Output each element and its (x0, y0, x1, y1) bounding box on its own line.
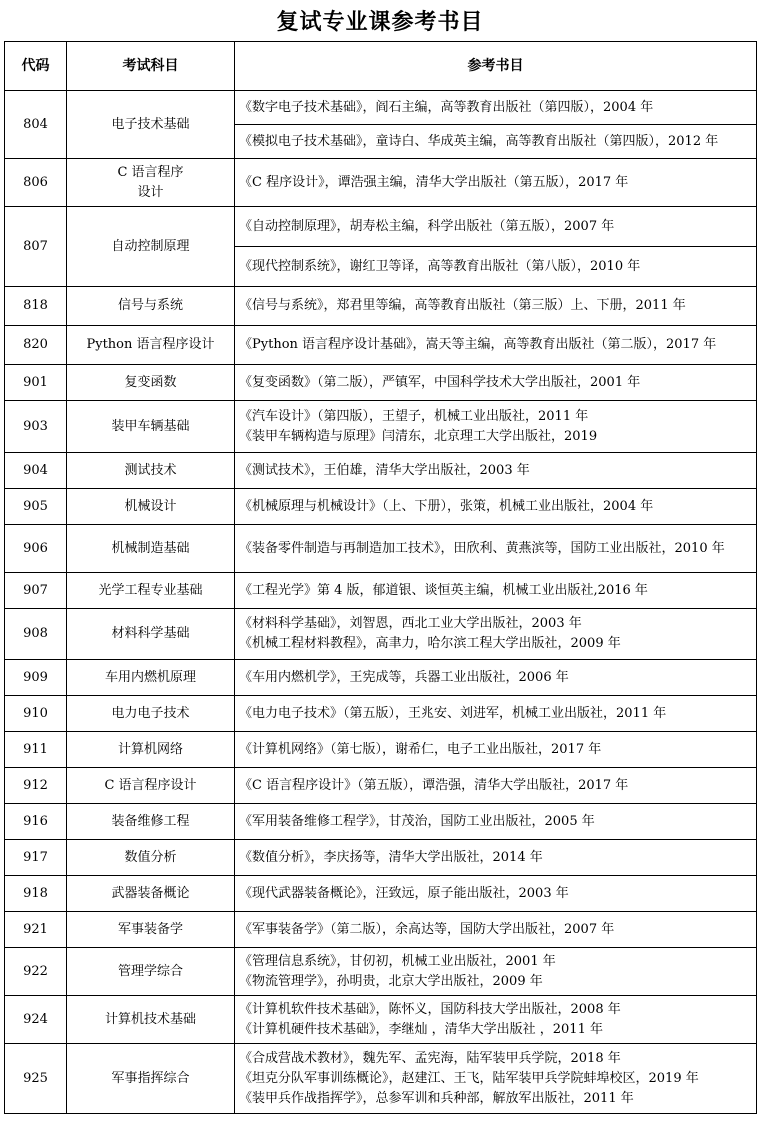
table-row (5, 91, 757, 125)
subject-code: 806 (5, 159, 67, 207)
reference-books-cell (235, 207, 757, 247)
book-entry: 《复变函数》（第二版），严镇军，中国科学技术大学出版社，2001 年 (239, 374, 641, 390)
book-entry: 《物流管理学》，孙明贵，北京大学出版社，2009 年 (239, 973, 543, 989)
table-row (5, 732, 757, 768)
table-row (5, 401, 757, 453)
book-entry: 《现代武器装备概论》，汪致远，原子能出版社，2003 年 (239, 885, 569, 901)
reference-books-cell (235, 732, 757, 768)
table-row (5, 159, 757, 207)
reference-books-cell (235, 247, 757, 287)
subject-code: 917 (5, 840, 67, 876)
table-row (5, 996, 757, 1044)
reference-books-cell (235, 660, 757, 696)
book-entry: 《机械工程材料教程》，高聿力，哈尔滨工程大学出版社，2009 年 (239, 636, 621, 651)
reference-books-cell (235, 573, 757, 609)
subject-code: 904 (5, 453, 67, 489)
reference-books-cell (235, 876, 757, 912)
subject-code: 906 (5, 525, 67, 573)
book-entry: 《工程光学》第 4 版，郁道银、谈恒英主编，机械工业出版社,2016 年 (239, 582, 648, 598)
table-header (5, 42, 757, 91)
book-entry: 《计算机软件技术基础》，陈怀义，国防科技大学出版社，2008 年 (239, 1001, 621, 1017)
table-row (5, 696, 757, 732)
table-row (5, 525, 757, 573)
subject-name: Python 语言程序设计 (67, 326, 235, 365)
subject-name: 计算机技术基础 (67, 996, 235, 1044)
book-entry: 《数值分析》，李庆扬等，清华大学出版社，2014 年 (239, 849, 543, 865)
header-code: 代码 (5, 42, 67, 91)
subject-name: 军事指挥综合 (67, 1044, 235, 1114)
subject-name: 材料科学基础 (67, 609, 235, 660)
table-row (5, 876, 757, 912)
table-row (5, 609, 757, 660)
subject-code: 916 (5, 804, 67, 840)
subject-code: 907 (5, 573, 67, 609)
reference-books-cell (235, 91, 757, 125)
subject-code: 905 (5, 489, 67, 525)
book-entry: 《装甲兵作战指挥学》，总参军训和兵种部，解放军出版社，2011 年 (239, 1090, 634, 1106)
reference-books-cell (235, 696, 757, 732)
subject-name: 管理学综合 (67, 948, 235, 996)
book-entry: 《装备零件制造与再制造加工技术》，田欣利、黄燕滨等，国防工业出版社，2010 年 (239, 540, 725, 556)
book-entry: 《数字电子技术基础》，阎石主编，高等教育出版社（第四版），2004 年 (239, 99, 654, 115)
book-entry: 《信号与系统》，郑君里等编，高等教育出版社（第三版）上、下册，2011 年 (239, 298, 686, 313)
header-books: 参考书目 (235, 42, 757, 91)
table-row (5, 573, 757, 609)
reference-books-cell (235, 365, 757, 401)
table-row (5, 453, 757, 489)
reference-books-cell (235, 996, 757, 1044)
book-entry: 《自动控制原理》，胡寿松主编，科学出版社（第五版），2007 年 (239, 218, 615, 234)
book-entry: 《Python 语言程序设计基础》，嵩天等主编，高等教育出版社（第二版），2017 年 (239, 337, 717, 352)
table-row (5, 948, 757, 996)
subject-name: 光学工程专业基础 (67, 573, 235, 609)
subject-code: 901 (5, 365, 67, 401)
table-row (5, 287, 757, 326)
book-entry: 《电力电子技术》（第五版），王兆安、刘进军，机械工业出版社，2011 年 (239, 705, 667, 721)
table-row (5, 804, 757, 840)
subject-name: 军事装备学 (67, 912, 235, 948)
table-row (5, 326, 757, 365)
table-body (5, 91, 757, 1114)
reference-books-cell (235, 804, 757, 840)
reference-books-cell (235, 453, 757, 489)
subject-code: 925 (5, 1044, 67, 1114)
reference-books-table (4, 41, 757, 1114)
subject-name: C 语言程序设计 (67, 768, 235, 804)
reference-books-cell (235, 159, 757, 207)
book-entry: 《管理信息系统》，甘仞初，机械工业出版社，2001 年 (239, 953, 556, 969)
book-entry: 《车用内燃机学》，王宪成等，兵器工业出版社，2006 年 (239, 669, 569, 685)
table-row (5, 365, 757, 401)
subject-name: 电力电子技术 (67, 696, 235, 732)
reference-books-cell (235, 768, 757, 804)
table-row (5, 912, 757, 948)
book-entry: 《装甲车辆构造与原理》闫清东，北京理工大学出版社，2019 (239, 428, 598, 444)
reference-books-cell (235, 912, 757, 948)
subject-code: 911 (5, 732, 67, 768)
subject-name: 车用内燃机原理 (67, 660, 235, 696)
subject-code: 908 (5, 609, 67, 660)
subject-name: 数值分析 (67, 840, 235, 876)
book-entry: 《测试技术》，王伯雄，清华大学出版社，2003 年 (239, 462, 530, 478)
subject-code: 912 (5, 768, 67, 804)
subject-name: 装甲车辆基础 (67, 401, 235, 453)
book-entry: 《合成营战术教材》，魏先军、孟宪海，陆军装甲兵学院，2018 年 (239, 1050, 621, 1066)
reference-books-cell (235, 840, 757, 876)
subject-name: 计算机网络 (67, 732, 235, 768)
subject-name: 装备维修工程 (67, 804, 235, 840)
book-entry: 《C 程序设计》，谭浩强主编，清华大学出版社（第五版），2017 年 (239, 174, 629, 190)
subject-code: 804 (5, 91, 67, 159)
reference-books-cell (235, 1044, 757, 1114)
book-entry: 《模拟电子技术基础》，童诗白、华成英主编，高等教育出版社（第四版），2012 年 (239, 133, 719, 149)
subject-code: 918 (5, 876, 67, 912)
subject-code: 909 (5, 660, 67, 696)
document-title: 复试专业课参考书目 (276, 9, 484, 35)
book-entry: 《现代控制系统》，谢红卫等译，高等教育出版社（第八版），2010 年 (239, 258, 641, 274)
book-entry: 《机械原理与机械设计》（上、下册），张策，机械工业出版社，2004 年 (239, 498, 654, 514)
table-row (5, 489, 757, 525)
subject-name: 机械制造基础 (67, 525, 235, 573)
subject-code: 807 (5, 207, 67, 287)
header-subject: 考试科目 (67, 42, 235, 91)
subject-name: 自动控制原理 (67, 207, 235, 287)
book-entry: 《军事装备学》（第二版），余高达等，国防大学出版社，2007 年 (239, 921, 615, 937)
reference-books-cell (235, 525, 757, 573)
reference-books-cell (235, 609, 757, 660)
reference-books-cell (235, 489, 757, 525)
table-row (5, 840, 757, 876)
subject-name: 武器装备概论 (67, 876, 235, 912)
subject-code: 921 (5, 912, 67, 948)
book-entry: 《计算机网络》（第七版），谢希仁，电子工业出版社，2017 年 (239, 741, 602, 757)
reference-books-cell (235, 287, 757, 326)
subject-code: 910 (5, 696, 67, 732)
subject-code: 820 (5, 326, 67, 365)
subject-name: 信号与系统 (67, 287, 235, 326)
subject-name: 电子技术基础 (67, 91, 235, 159)
subject-name: 复变函数 (67, 365, 235, 401)
book-entry: 《C 语言程序设计》（第五版），谭浩强，清华大学出版社，2017 年 (239, 777, 629, 793)
reference-books-cell (235, 401, 757, 453)
table-row (5, 768, 757, 804)
reference-books-cell (235, 948, 757, 996)
subject-name: C 语言程序 设计 (67, 159, 235, 207)
subject-code: 903 (5, 401, 67, 453)
book-entry: 《军用装备维修工程学》，甘茂治，国防工业出版社，2005 年 (239, 813, 595, 829)
table-row (5, 207, 757, 247)
book-entry: 《坦克分队军事训练概论》，赵建江、王飞，陆军装甲兵学院蚌埠校区，2019 年 (239, 1070, 699, 1086)
reference-books-cell (235, 125, 757, 159)
book-entry: 《计算机硬件技术基础》，李继灿 ，清华大学出版社 ，2011 年 (239, 1021, 603, 1037)
subject-code: 818 (5, 287, 67, 326)
table-row (5, 660, 757, 696)
subject-name: 测试技术 (67, 453, 235, 489)
reference-books-cell (235, 326, 757, 365)
book-entry: 《汽车设计》（第四版），王望子，机械工业出版社，2011 年 (239, 408, 589, 424)
book-entry: 《材料科学基础》，刘智恩，西北工业大学出版社，2003 年 (239, 616, 582, 631)
subject-code: 922 (5, 948, 67, 996)
subject-name: 机械设计 (67, 489, 235, 525)
table-row (5, 1044, 757, 1114)
subject-code: 924 (5, 996, 67, 1044)
